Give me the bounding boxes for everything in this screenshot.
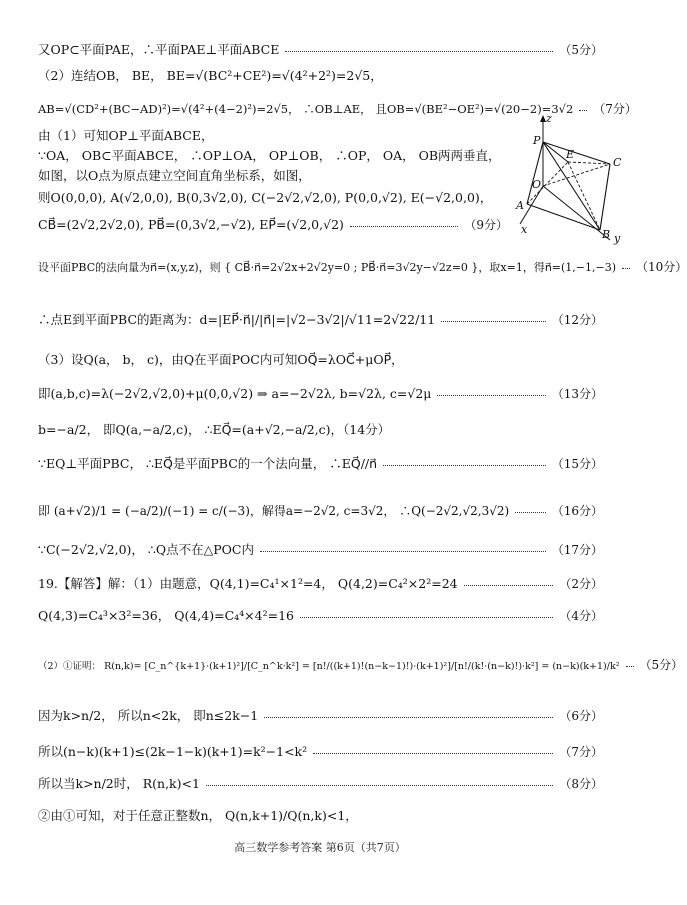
line-text: ∵C(−2√2,√2,0)， ∴Q点不在△POC内: [38, 542, 254, 557]
score-label: （7分）: [593, 102, 637, 116]
score-label: （13分）: [551, 386, 603, 401]
line-text: Q(4,3)=C₄³×3²=36， Q(4,4)=C₄⁴×4²=16: [38, 608, 294, 623]
line-4: 由（1）可知OP⊥平面ABCE，: [38, 128, 214, 143]
line-7: 则O(0,0,0), A(√2,0,0), B(0,3√2,0), C(−2√2,√2,0), P(0,0,√2), E(−√2,0,0)，: [38, 190, 493, 205]
line-text: 设平面PBC的法向量为n⃗=(x,y,z)，则 { CB⃗·n⃗=2√2x+2√2y=0 ; PB⃗·n⃗=3√2y−√2z=0 }，取x=1，得n⃗=(1,−1,−3): [38, 260, 617, 274]
dot-leader: [260, 551, 546, 552]
score-label: （2分）: [559, 576, 603, 591]
line-5: ∵OA， OB⊂平面ABCE， ∴OP⊥OA， OP⊥OB， ∴OP， OA， OB两两垂直，: [38, 148, 501, 163]
dot-leader: [437, 395, 545, 396]
dot-leader: [206, 785, 553, 786]
line-text: （2）①证明： R(n,k)= [C_n^{k+1}·(k+1)²]/[C_n^k·k²] = [n!/((k+1)!(n−k−1)!)·(k+1)²]/[n!/(k!·(n−k)!)·k²] = (n−k)(k+1)/k²: [38, 660, 620, 672]
dot-leader: [264, 717, 553, 718]
dot-leader: [285, 51, 553, 52]
dot-leader: [626, 666, 634, 667]
dot-leader: [622, 268, 630, 269]
line-6: 如图，以O点为原点建立空间直角坐标系，如图，: [38, 168, 311, 183]
score-label: （10分）: [636, 260, 687, 274]
dot-leader: [350, 226, 458, 227]
score-label: （12分）: [551, 312, 603, 327]
label-z: z: [546, 112, 552, 125]
coordinate-figure: [510, 112, 625, 245]
dot-leader: [300, 617, 553, 618]
score-label: （17分）: [551, 542, 603, 557]
label-O: O: [532, 178, 542, 191]
label-P: P: [533, 134, 541, 147]
score-label: （16分）: [551, 504, 603, 518]
line-15: [38, 502, 603, 519]
line-18: [38, 606, 603, 624]
dot-leader: [515, 512, 546, 513]
dot-leader: [579, 110, 587, 111]
edge-OC: [543, 164, 610, 186]
label-x: x: [521, 223, 528, 236]
line-text: 即 (a+√2)/1 = (−a/2)/(−1) = c/(−3)，解得a=−2√2, c=3√2， ∴Q(−2√2,√2,3√2): [38, 504, 510, 518]
label-A: A: [516, 199, 524, 212]
line-text: 又OP⊂平面PAE，∴平面PAE⊥平面ABCE: [38, 42, 280, 57]
line-22: [38, 774, 603, 792]
line-text: CB⃗=(2√2,2√2,0), PB⃗=(0,3√2,−√2), EP⃗=(√2,0,√2): [38, 217, 344, 232]
line-16: [38, 540, 603, 558]
edge-PA: [527, 142, 543, 204]
score-label: （7分）: [559, 744, 603, 759]
score-label: （8分）: [559, 776, 603, 791]
dot-leader: [383, 465, 546, 466]
line-17: [38, 574, 603, 592]
line-14: [38, 454, 603, 472]
line-13: b=−a/2， 即Q(a,−a/2,c)， ∴EQ⃗=(a+√2,−a/2,c)，（14分）: [38, 422, 391, 437]
line-9: [38, 258, 687, 275]
score-label: （5分）: [559, 42, 603, 57]
line-8: [38, 216, 508, 233]
score-label: （15分）: [551, 456, 603, 471]
label-E: E: [566, 148, 575, 161]
line-10: [38, 310, 603, 328]
dot-leader: [313, 753, 553, 754]
line-text: AB=√(CD²+(BC−AD)²)=√(4²+(4−2)²)=2√5， ∴OB⊥AE， 且OB=√(BE²−OE²)=√(20−2)=3√2: [38, 101, 574, 116]
score-label: （5分）: [639, 658, 684, 672]
label-C: C: [613, 156, 622, 169]
edge-CB: [600, 164, 610, 230]
line-text: ∵EQ⊥平面PBC， ∴EQ⃗是平面PBC的一个法向量， ∴EQ⃗//n⃗: [38, 456, 378, 471]
score-label: （6分）: [559, 708, 603, 723]
page-footer: 高三数学参考答案 第6页（共7页）: [234, 841, 406, 854]
label-y: y: [614, 232, 621, 245]
line-1: [38, 40, 603, 58]
line-text: 19.【解答】解：（1）由题意，Q(4,1)=C₄¹×1²=4， Q(4,2)=C₄²×2²=24: [38, 576, 458, 591]
edge-PE: [543, 142, 568, 162]
line-23: ②由①可知，对于任意正整数n， Q(n,k+1)/Q(n,k)<1，: [38, 808, 358, 823]
score-label: （4分）: [559, 608, 603, 623]
dot-leader: [464, 585, 554, 586]
score-label: （9分）: [464, 218, 508, 232]
edge-AB: [527, 204, 600, 230]
line-text: 即(a,b,c)=λ(−2√2,√2,0)+μ(0,0,√2) ⇒ a=−2√2λ, b=√2λ, c=√2μ: [38, 386, 432, 401]
line-text: 所以当k>n/2时， R(n,k)<1: [38, 776, 200, 791]
line-11: （3）设Q(a， b， c)，由Q在平面POC内可知OQ⃗=λOC⃗+μOP⃗，: [38, 352, 404, 367]
line-21: [38, 742, 603, 760]
edge-PC: [543, 142, 610, 164]
dot-leader: [441, 321, 546, 322]
line-12: [38, 384, 603, 402]
line-text: 因为k>n/2， 所以n<2k， 即n≤2k−1: [38, 708, 259, 723]
label-B: B: [602, 228, 611, 241]
line-text: ∴点E到平面PBC的距离为：d=|EP⃗·n⃗|/|n⃗|=|√2−3√2|/√11=2√22/11: [38, 312, 436, 327]
line-19: [38, 656, 684, 673]
line-2: （2）连结OB， BE， BE=√(BC²+CE²)=√(4²+2²)=2√5，: [38, 68, 383, 83]
line-20: [38, 706, 603, 724]
line-text: 所以(n−k)(k+1)≤(2k−1−k)(k+1)=k²−1<k²: [38, 744, 308, 759]
